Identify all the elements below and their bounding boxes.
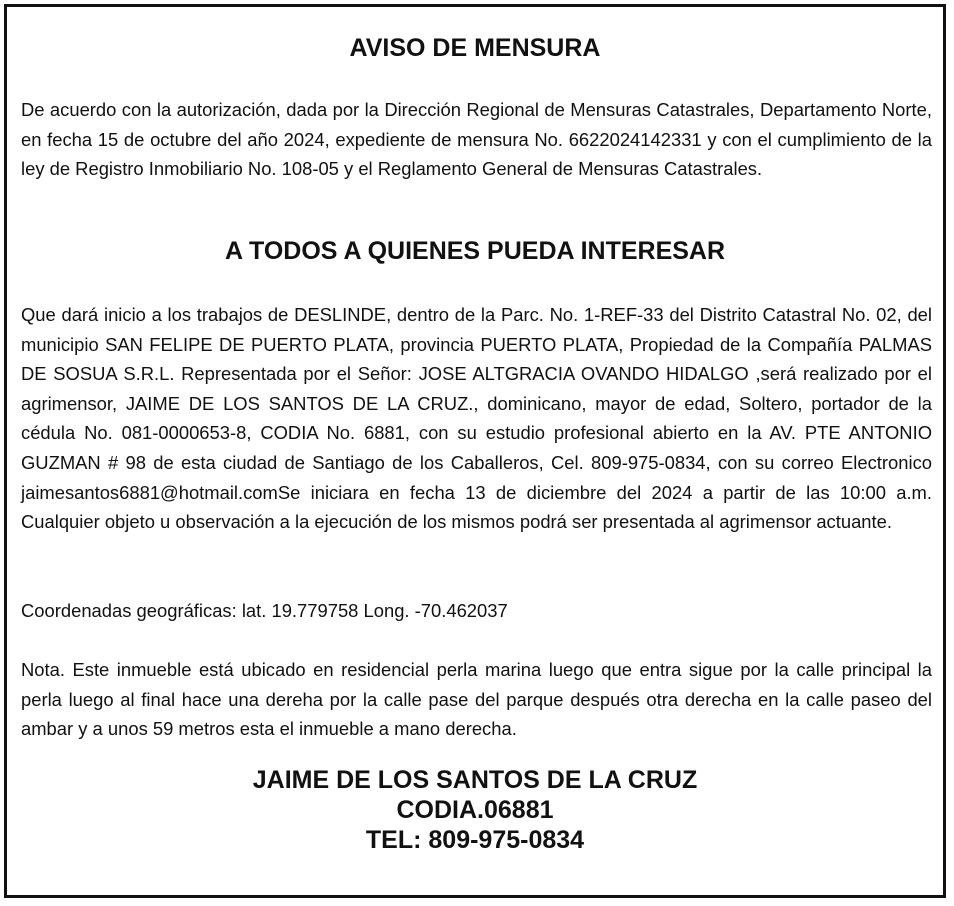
- intro-paragraph: De acuerdo con la autorización, dada por la Dirección Regional de Mensuras Catastrales, Departamento Norte, en fecha 15 de octubre del año 2024, expediente de mensura No. 6622024142331 y con el cumplimiento de la ley de Registro Inmobiliario No. 108-05 y el Reglamento General de Mensuras Catastrales.: [21, 99, 932, 180]
- coordinates-paragraph: Coordenadas geográficas: lat. 19.779758 Long. -70.462037: [21, 600, 508, 621]
- notice-frame: [4, 4, 946, 898]
- notice-subtitle: A TODOS A QUIENES PUEDA INTERESAR: [224, 237, 726, 265]
- signature-name: JAIME DE LOS SANTOS DE LA CRUZ: [252, 766, 698, 794]
- notice-title: AVISO DE MENSURA: [349, 34, 601, 62]
- body-paragraph: Que dará inicio a los trabajos de DESLINDE, dentro de la Parc. No. 1-REF-33 del Distrito Catastral No. 02, del municipio SAN FELIPE DE PUERTO PLATA, provincia PUERTO PLATA, Propiedad de la Compañía PALMAS DE SOSUA S.R.L. Representada por el Señor: JOSE ALTGRACIA OVANDO HIDALGO ,será realizado por el agrimensor, JAIME DE LOS SANTOS DE LA CRUZ., dominicano, mayor de edad, Soltero, portador de la cédula No. 081-0000653-8, CODIA No. 6881, con su estudio profesional abierto en la AV. PTE ANTONIO GUZMAN # 98 de esta ciudad de Santiago de los Caballeros, Cel. 809-975-0834, con su correo Electronico jaimesantos6881@hotmail.comSe iniciara en fecha 13 de diciembre del 2024 a partir de las 10:00 a.m. Cualquier objeto u observación a la ejecución de los mismos podrá ser presentada al agrimensor actuante.: [21, 304, 932, 533]
- signature-block: [7, 765, 943, 855]
- note-paragraph: Nota. Este inmueble está ubicado en residencial perla marina luego que entra sigue por la calle principal la perla luego al final hace una dereha por la calle pase del parque después otra derecha en la calle paseo del ambar y a unos 59 metros esta el inmueble a mano derecha.: [21, 659, 932, 740]
- signature-phone: TEL: 809-975-0834: [365, 826, 585, 854]
- signature-codia: CODIA.06881: [396, 796, 554, 824]
